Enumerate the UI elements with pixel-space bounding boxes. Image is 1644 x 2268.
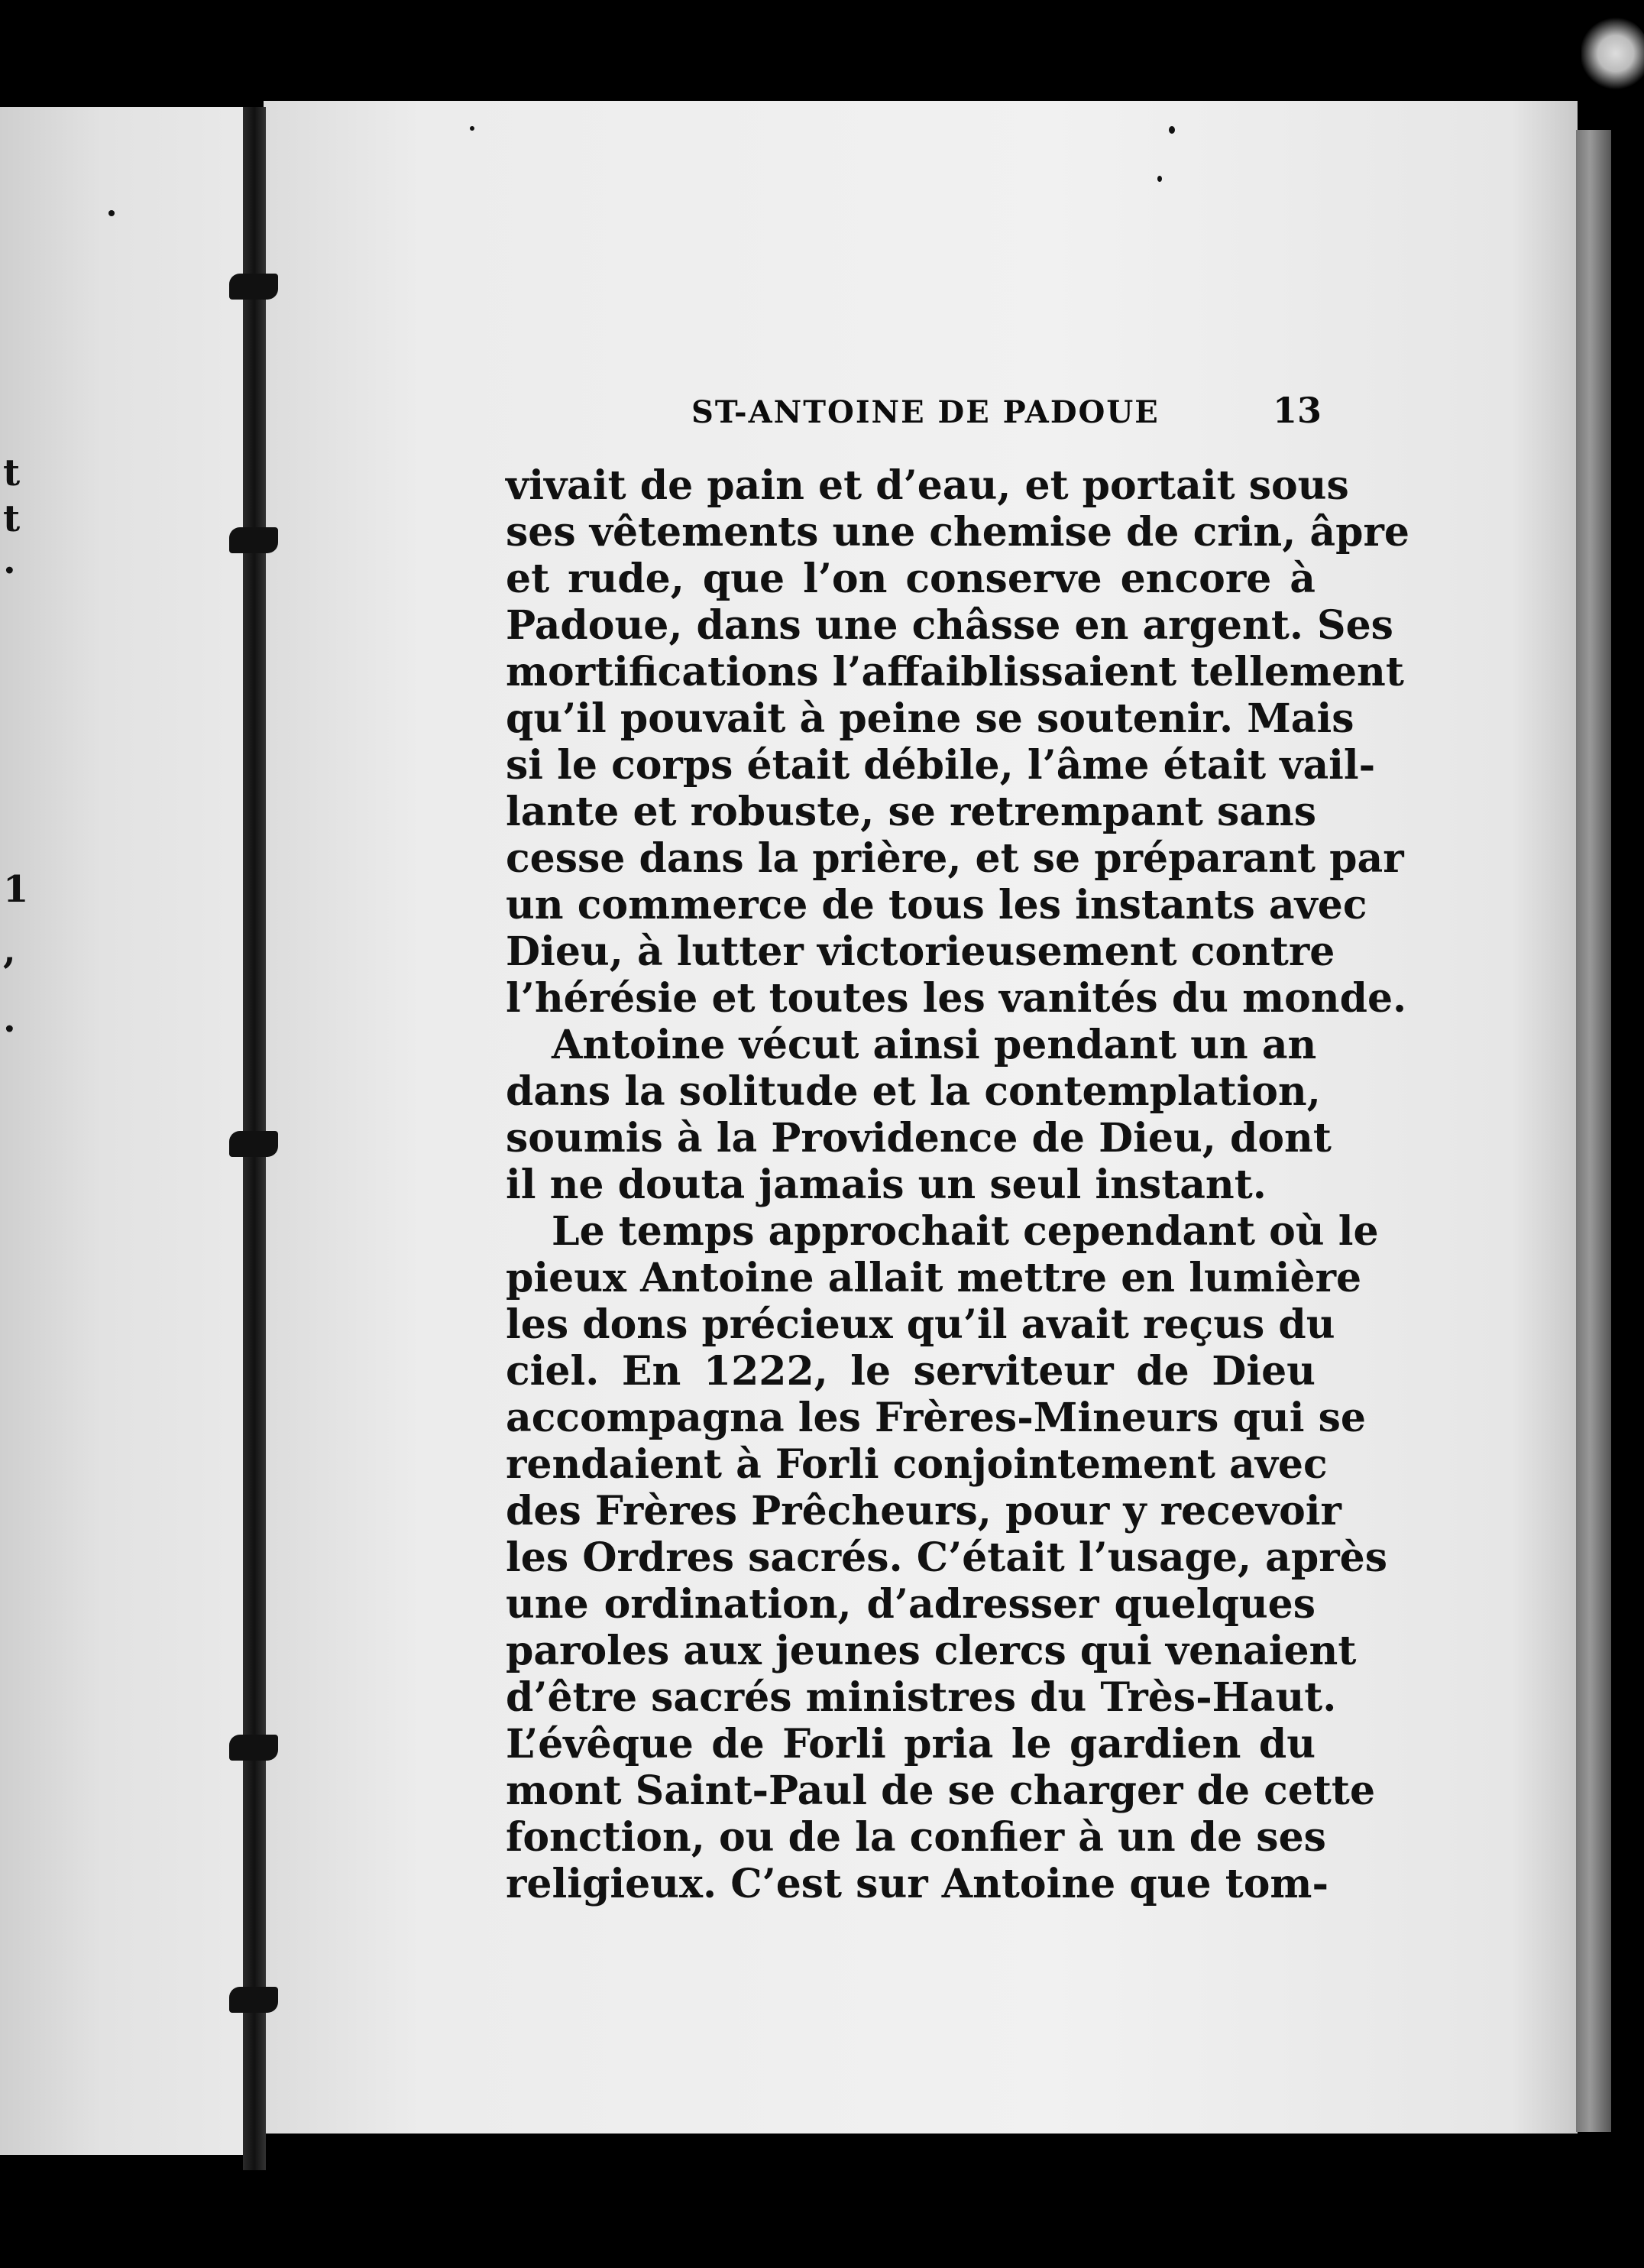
binding-stitch: [229, 527, 278, 553]
text-line: Antoine vécut ainsi pendant un an: [552, 1022, 1317, 1068]
body-text: [506, 462, 1409, 1907]
text-line: si le corps était débile, l’âme était vail-: [506, 742, 1376, 789]
text-line: vivait de pain et d’eau, et portait sous: [506, 462, 1349, 509]
text-line: pieux Antoine allait mettre en lumière: [506, 1255, 1362, 1301]
scan-speck: [1169, 126, 1175, 134]
binding-stitch: [229, 1987, 278, 2013]
page-number: 13: [1272, 390, 1322, 431]
running-title: ST-ANTOINE DE PADOUE: [691, 394, 1160, 430]
text-line: L’évêque de Forli pria le gardien du: [506, 1721, 1316, 1767]
text-line: ciel. En 1222, le serviteur de Dieu: [506, 1348, 1316, 1395]
text-line: mortifications l’affaiblissaient tellement: [506, 649, 1404, 695]
text-line: mont Saint-Paul de se charger de cette: [506, 1767, 1376, 1814]
text-line: Padoue, dans une châsse en argent. Ses: [506, 602, 1393, 649]
margin-char: t: [3, 497, 21, 540]
text-line: les dons précieux qu’il avait reçus du: [506, 1301, 1335, 1348]
text-line: dans la solitude et la contemplation,: [506, 1068, 1321, 1115]
text-line: accompagna les Frères-Mineurs qui se: [506, 1395, 1366, 1441]
text-line: des Frères Prêcheurs, pour y recevoir: [506, 1488, 1341, 1534]
scan-speck: [470, 126, 474, 131]
margin-char: .: [3, 539, 16, 582]
text-line: soumis à la Providence de Dieu, dont: [506, 1115, 1332, 1162]
text-line: lante et robuste, se retrempant sans: [506, 789, 1316, 835]
scan-artifact: [1581, 15, 1644, 92]
margin-char: 1: [3, 868, 29, 911]
text-line: cesse dans la prière, et se préparant par: [506, 835, 1404, 882]
text-line: rendaient à Forli conjointement avec: [506, 1441, 1328, 1488]
text-line: et rude, que l’on conserve encore à: [506, 556, 1316, 602]
text-line: l’hérésie et toutes les vanités du monde.: [506, 975, 1407, 1022]
text-line: une ordination, d’adresser quelques: [506, 1581, 1316, 1628]
text-line: paroles aux jeunes clercs qui venaient: [506, 1628, 1357, 1674]
text-line: qu’il pouvait à peine se soutenir. Mais: [506, 695, 1354, 742]
text-line: religieux. C’est sur Antoine que tom-: [506, 1861, 1329, 1907]
text-line: les Ordres sacrés. C’était l’usage, après: [506, 1534, 1387, 1581]
binding-stitch: [229, 1131, 278, 1157]
text-line: ses vêtements une chemise de crin, âpre: [506, 509, 1409, 556]
text-line: un commerce de tous les instants avec: [506, 882, 1367, 928]
text-line: Dieu, à lutter victorieusement contre: [506, 928, 1335, 975]
text-line: il ne douta jamais un seul instant.: [506, 1162, 1267, 1208]
text-line: Le temps approchait cependant où le: [552, 1208, 1379, 1255]
margin-char: .: [3, 998, 16, 1041]
text-line: d’être sacrés ministres du Très-Haut.: [506, 1674, 1337, 1721]
binding-stitch: [229, 1735, 278, 1761]
previous-page-fragment: [0, 107, 256, 2155]
margin-char: ,: [3, 929, 16, 972]
running-head: [691, 390, 1322, 431]
binding-stitch: [229, 274, 278, 300]
margin-char: t: [3, 452, 21, 494]
scan-speck: [108, 210, 115, 216]
scan-speck: [1157, 176, 1162, 182]
text-line: fonction, ou de la confier à un de ses: [506, 1814, 1326, 1861]
page-edge: [1576, 130, 1611, 2132]
